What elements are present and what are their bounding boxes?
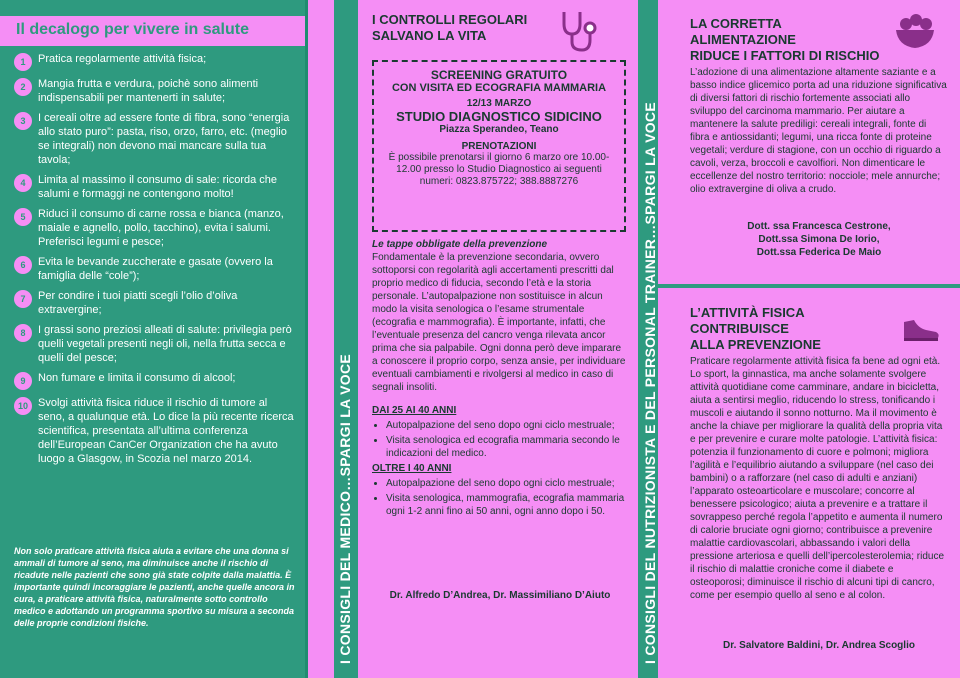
list-item: [14, 323, 296, 365]
screening-date: 12/13 MARZO: [466, 98, 532, 109]
decalogue-note: Non solo praticare attività fisica aiuta a evitare che una donna si ammali di tumore al seno, ma diminuisce anche il rischio di ricadute nelle pazienti che sono già state colpite dalla malattia. È importante quindi incoraggiare le pazienti, anche quelle ancora in cura, a praticare attività fisica, naturalmente sotto controllo medico e adottando un programma sportivo su misura a seconda delle proprie condizioni fisiche.: [14, 546, 295, 628]
nutrition-title: [690, 16, 890, 64]
sneaker-icon: [900, 312, 940, 344]
number-badge: 9: [14, 372, 32, 390]
list-item: [14, 77, 296, 105]
age-group-1: DAI 25 AI 40 ANNI: [372, 405, 457, 416]
prevention-subhead: Le tappe obbligate della prevenzione: [372, 239, 548, 250]
nutrition-signature: [690, 220, 948, 259]
screening-studio: STUDIO DIAGNOSTICO SIDICINO: [396, 109, 602, 124]
number-badge: 8: [14, 324, 32, 342]
activity-title: [690, 305, 890, 353]
list-item: [14, 289, 296, 317]
list-item-text: Svolgi attività fisica riduce il rischio di tumore al seno, a qualunque età. Lo dice la più recente ricerca scientifica, presentata all’ultima conferenza dell’European CanCer Organization che ha avuto luogo a Glasgow, in Scozia nel marzo 2014.: [38, 397, 294, 465]
list-item-text: Pratica regolarmente attività fisica;: [38, 53, 207, 65]
list-item: [14, 207, 296, 249]
list-item-text: Evita le bevande zuccherate e gasate (ovvero la famiglia delle “cole”);: [38, 256, 273, 282]
list-item-text: Per condire i tuoi piatti scegli l’olio d’oliva extravergine;: [38, 290, 238, 316]
doctor-signature: Dr. Alfredo D’Andrea, Dr. Massimiliano D’Aiuto: [389, 590, 611, 601]
list-item-text: I grassi sono preziosi alleati di salute: privilegia però quelli vegetali presenti negli oli, nella frutta secca e quelli del pesce;: [38, 324, 292, 364]
list-item: • Autopalpazione del seno dopo ogni ciclo mestruale;: [386, 419, 628, 432]
list-item-text: Riduci il consumo di carne rossa e bianca (manzo, maiale e agnello, pollo, tacchino), evita i salumi. Preferisci legumi e pesce;: [38, 208, 284, 248]
fruit-bowl-icon: [892, 10, 938, 52]
checkup-title-line1: I CONTROLLI REGOLARI: [372, 12, 528, 27]
list-item: • Visita senologica ed ecografia mammaria secondo le indicazioni del medico.: [386, 434, 628, 460]
number-badge: 6: [14, 256, 32, 274]
list-item: [14, 52, 296, 71]
section-divider: [658, 284, 960, 288]
list-item: • Visita senologica, mammografia, ecografia mammaria ogni 1-2 anni fino ai 50 anni, ogni anno dopo i 50.: [386, 492, 628, 518]
age-group-1-list: [372, 419, 628, 460]
nutrition-signature-line3: Dott.ssa Federica De Maio: [756, 247, 882, 258]
list-item: [14, 173, 296, 201]
nutrition-body: L’adozione di una alimentazione altamente saziante e a basso indice glicemico porta ad una riduzione significativa di diversi fattori di rischio fortemente associati allo sviluppo del carcinoma mammario. Per aiutare a mantenere la salute prediligi: cereali integrali, fonte di fibra e antiossidanti; legumi, una ricca fonte di proteine vegetali; verdure di stagione, con un occhio di riguardo a cavoli, verza, broccoli e cavolfiori. Non dimenticare le eccellenze del nostro territorio: nocciole; mele annurche; olio extravergine di oliva a crudo.: [690, 67, 947, 195]
screening-subheading: CON VISITA ED ECOGRAFIA MAMMARIA: [391, 82, 607, 94]
checkup-title-line2: SALVANO LA VITA: [372, 28, 487, 43]
list-item-text: Non fumare e limita il consumo di alcool;: [38, 372, 236, 384]
number-badge: 5: [14, 208, 32, 226]
decalogue-title: Il decalogo per vivere in salute: [0, 16, 305, 46]
screening-box: [372, 60, 626, 232]
screening-address: Piazza Sperandeo, Teano: [439, 124, 559, 135]
number-badge: 7: [14, 290, 32, 308]
nutrition-signature-line1: Dott. ssa Francesca Cestrone,: [747, 221, 891, 232]
number-badge: 10: [14, 397, 32, 415]
activity-body: Praticare regolarmente attività fisica fa bene ad ogni età. Lo sport, la ginnastica, ma anche solamente svolgere attività quotidiane come camminare, andare in bicicletta, aiuta a sentirsi meglio, riducendo lo stress, tonificando i muscoli e aiutando il sonno notturno. Ma il movimento è anche la chiave per migliorare la qualità della propria vita e per prevenire e curare molte patologie. L’attività fisica: potenzia il funzionamento di cuore e polmoni; migliora l’agilità e l’equilibrio aiutando a sviluppare (nel caso dei bambini) o a rafforzare (nel caso di adulti e anziani) l’apparato osteoarticolare e muscolare; concorre al benessere psicologico; aiuta a prevenire e a trattare il sovrappeso perché regola l’appetito e aumenta il numero di calorie bruciate ogni giorno; contribuisce a prevenire malattie cardiovascolari, abbassando i valori della pressione arteriosa e quelli dell’ipercolesterolemia; riduce il rischio di malattie croniche come il diabete e osteoporosi; diminuisce il rischio di alcuni tipi di cancro, come per esempio quello al seno e al colon.: [690, 356, 945, 601]
number-badge: 2: [14, 78, 32, 96]
list-item-text: Mangia frutta e verdura, poichè sono alimenti indispensabili per mantenerti in salute;: [38, 78, 259, 104]
number-badge: 3: [14, 112, 32, 130]
booking-label: PRENOTAZIONI: [461, 141, 537, 152]
prevention-body: Fondamentale è la prevenzione secondaria, ovvero sottoporsi con regolarità agli accertamenti prescritti dal proprio medico di fiducia, secondo l’età e la storia personale. L’autopalpazione non sostituisce in alcun modo la visita senologica o l’esame strumentale (ecografia e mammografia). È importante, infatti, che l’eventuale presenza del cancro venga rilevata ancor prima che sia palpabile. Ogni donna però deve imparare a conoscere il proprio corpo, senza ansie, per individuare eventuali cambiamenti e rivolgersi al medico in caso di segnali insoliti.: [372, 252, 626, 393]
number-badge: 1: [14, 53, 32, 71]
checkup-title: [372, 12, 572, 44]
activity-title-line1: L’ATTIVITÀ FISICA CONTRIBUISCE: [690, 305, 805, 336]
list-item: [14, 111, 296, 167]
prevention-section: [372, 238, 628, 520]
activity-title-line2: ALLA PREVENZIONE: [690, 337, 821, 352]
vertical-slogan-nutrition: I CONSIGLI DEL NUTRIZIONISTA E DEL PERSONAL TRAINER…SPARGI LA VOCE: [642, 102, 658, 664]
list-item: [14, 255, 296, 283]
screening-heading: SCREENING GRATUITO: [430, 68, 568, 82]
nutrition-title-line2: RIDUCE I FATTORI DI RISCHIO: [690, 48, 880, 63]
booking-text: È possibile prenotarsi il giorno 6 marzo ore 10.00-12.00 presso lo Studio Diagnostico ai seguenti numeri: 0823.875722; 388.8887276: [388, 152, 610, 187]
nutrition-title-line1: LA CORRETTA ALIMENTAZIONE: [690, 16, 796, 47]
activity-signature: Dr. Salvatore Baldini, Dr. Andrea Scoglio: [723, 640, 915, 651]
decalogue-list: [14, 52, 296, 472]
list-item-text: Limita al massimo il consumo di sale: ricorda che salumi e formaggi ne contengono molto!: [38, 174, 278, 200]
vertical-slogan-doctor: I CONSIGLI DEL MEDICO…SPARGI LA VOCE: [337, 353, 353, 664]
number-badge: 4: [14, 174, 32, 192]
list-item: [14, 396, 296, 466]
list-item: [14, 371, 296, 390]
stethoscope-icon: [558, 8, 602, 54]
nutrition-signature-line2: Dott.ssa Simona De Iorio,: [758, 234, 880, 245]
list-item-text: I cereali oltre ad essere fonte di fibra, sono “energia allo stato puro”: pasta, riso, orzo, farro, etc. (meglio se integrali) non devono mai mancare sulla tua tavola;: [38, 112, 290, 166]
age-group-2: OLTRE I 40 ANNI: [372, 463, 452, 474]
list-item: • Autopalpazione del seno dopo ogni ciclo mestruale;: [386, 477, 628, 490]
age-group-2-list: [372, 477, 628, 518]
